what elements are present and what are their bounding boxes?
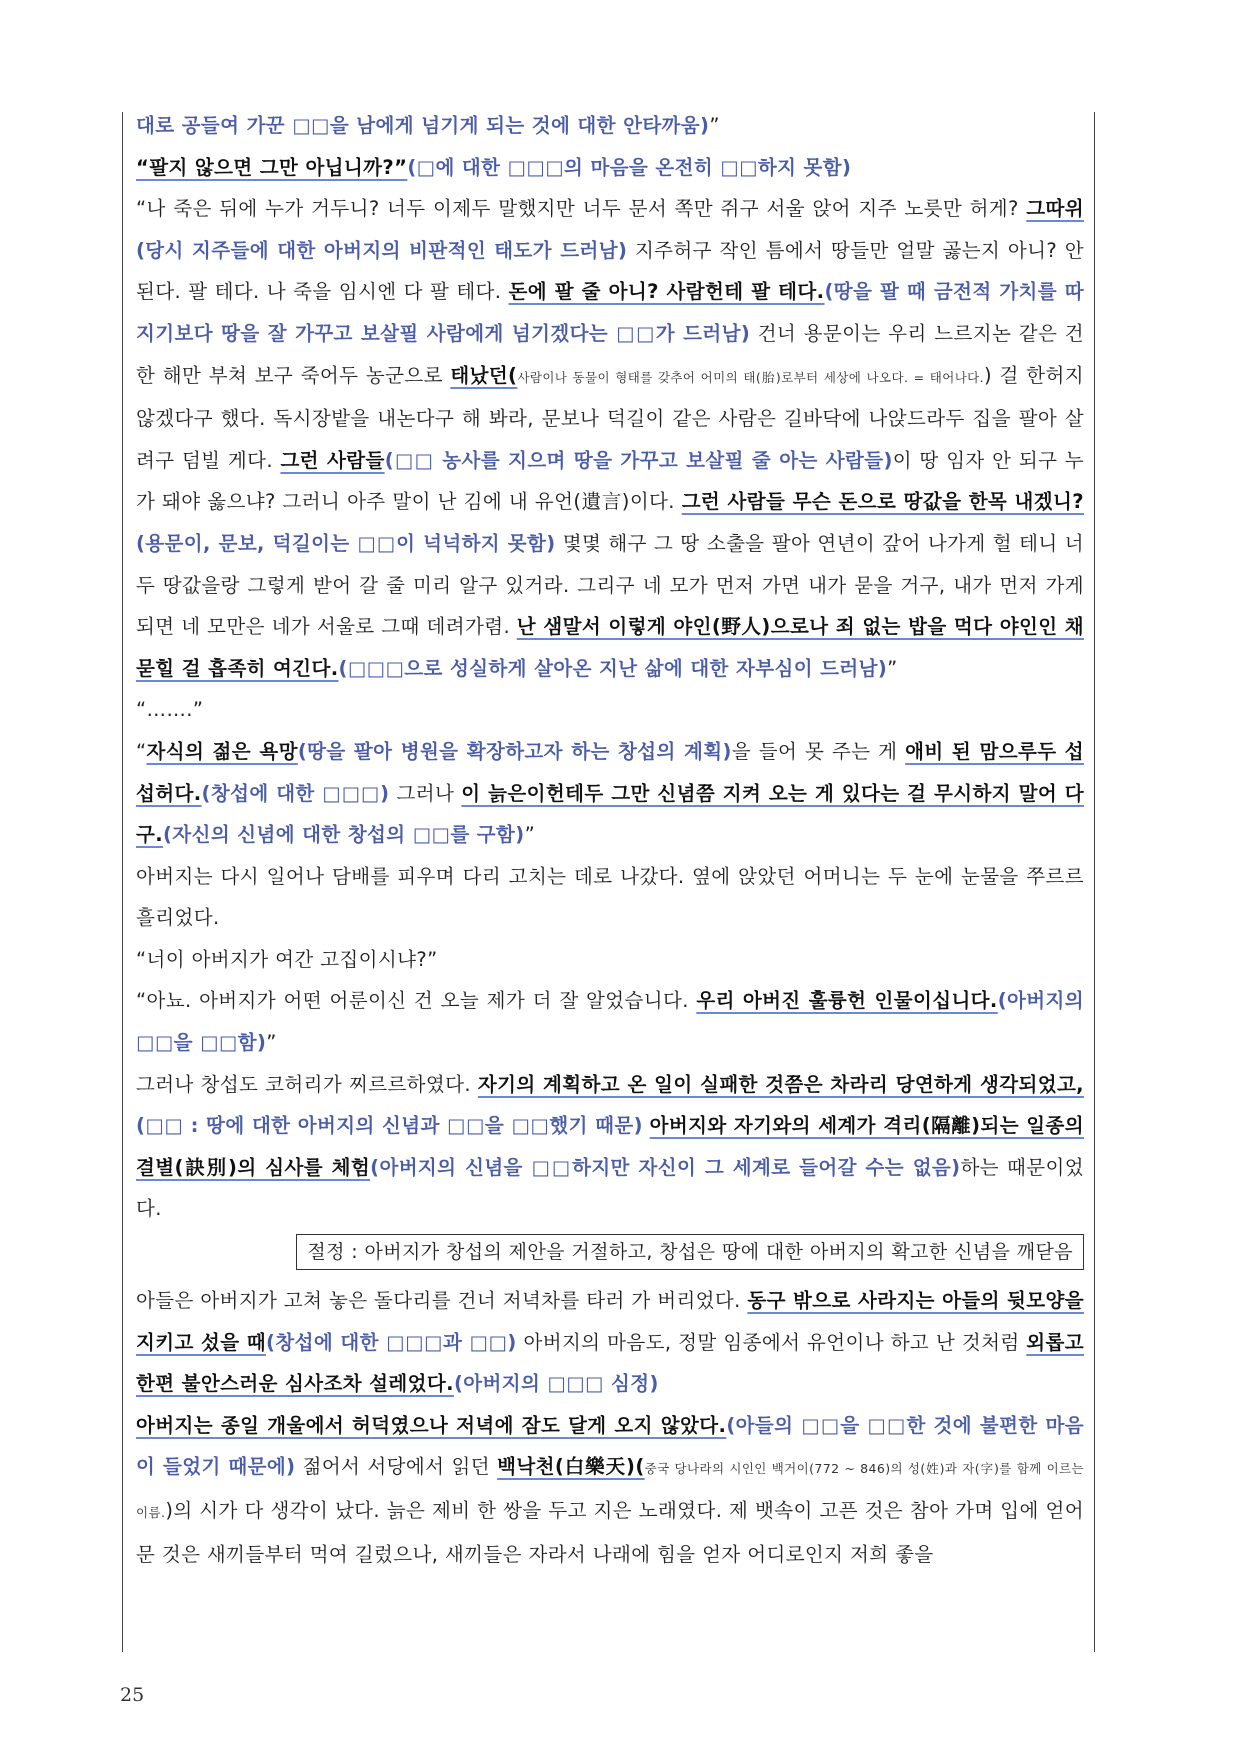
underlined-key-phrase: 이 늙은이헌테두 그만 신념쯤 지켜 오는 게 있다는 걸 무시하지 말어 다구. xyxy=(136,781,1084,847)
annotation-note: (아버지의 신념을 □□하지만 자신이 그 세계로 들어갈 수는 없음) xyxy=(370,1155,961,1179)
annotation-note: (자신의 신념에 대한 창섭의 □□를 구함) xyxy=(163,823,525,847)
text-paragraph xyxy=(136,939,1084,981)
annotation-note: (□□□으로 성실하게 살아온 지난 삶에 대한 자부심이 드러남) xyxy=(338,656,888,680)
story-text: 하는 때문이었다. xyxy=(136,1155,1084,1221)
underlined-key-phrase: 돈에 팔 줄 아니? 사람헌테 팔 테다. xyxy=(508,280,825,304)
annotation-note: (창섭에 대한 □□□) xyxy=(201,781,390,805)
summary-box-row xyxy=(136,1230,1084,1280)
underlined-key-phrase: 자식의 젊은 욕망 xyxy=(146,739,298,763)
annotation-note: (창섭에 대한 □□□과 □□) xyxy=(266,1330,517,1354)
story-text: 몇몇 해구 그 땅 소출을 팔아 연년이 갚어 나가게 헐 테니 너두 땅값을랑 그렇게 받어 갈 줄 미리 알구 있거라. 그리구 네 모가 먼저 가면 내가 묻을 거구, 내가 먼저 가게 되면 네 모만은 네가 서울로 그때 데려가렴. xyxy=(136,531,1085,639)
story-text: “ xyxy=(136,739,147,763)
story-text: ” xyxy=(524,823,536,847)
page-number: 25 xyxy=(120,1684,145,1706)
story-text: 을 들어 못 주는 게 xyxy=(731,739,906,763)
annotation-note: (□에 대한 □□□의 마음을 온전히 □□하지 못함) xyxy=(407,155,852,179)
story-text: ) 걸 한허지 않겠다구 했다. 독시장밭을 내논다구 해 봐라, 문보나 덕길이 같은 사람은 길바닥에 나앉드라두 집을 팔아 살려구 덤빌 게다. xyxy=(136,363,1084,472)
underlined-key-phrase: 아버지와 자기와의 세계가 격리(隔離)되는 일종의 결별(訣別)의 심사를 체험 xyxy=(136,1114,1084,1179)
annotation-note: (아들의 □□을 □□한 것에 불편한 마음이 들었기 때문에) xyxy=(136,1413,1084,1479)
annotation-note: (용문이, 문보, 덕길이는 □□이 넉넉하지 못함) xyxy=(136,531,556,555)
underlined-key-phrase: 그런 사람들 무슨 돈으로 땅값을 한목 내겠니? xyxy=(681,490,1084,514)
underlined-key-phrase: 동구 밖으로 사라지는 아들의 뒷모양을 지키고 섰을 때 xyxy=(136,1289,1084,1354)
annotation-note: 대로 공들여 가꾼 □□을 남에게 넘기게 되는 것에 대한 안타까움) xyxy=(136,114,710,137)
text-paragraph xyxy=(136,689,1084,731)
climax-summary-box: 절정 : 아버지가 창섭의 제안을 거절하고, 창섭은 땅에 대한 아버지의 확고한 신념을 깨닫음 xyxy=(296,1234,1084,1270)
underlined-key-phrase: 그따위 xyxy=(1026,197,1084,221)
underlined-key-phrase: 난 샘말서 이렇게 야인(野人)으로나 죄 없는 밥을 먹다 야인인 채 묻힐 걸 흡족히 여긴다. xyxy=(136,615,1084,680)
story-text: 이 땅 임자 안 되구 누가 돼야 옳으냐? 그러니 아주 말이 난 김에 내 유언(遺言)이다. xyxy=(136,448,1085,514)
annotation-note: (당시 지주들에 대한 아버지의 비판적인 태도가 드러남) xyxy=(136,238,628,262)
story-text: 건너 용문이는 우리 느르지논 같은 건 한 해만 부쳐 보구 죽어두 농군으로 xyxy=(136,321,1084,387)
story-text: 아버지는 다시 일어나 담배를 피우며 다리 고치는 데로 나갔다. 옆에 앉았던 어머니는 두 눈에 눈물을 쭈르르 흘리었다. xyxy=(136,864,1084,930)
annotation-note: (땅을 팔 때 금전적 가치를 따지기보다 땅을 잘 가꾸고 보살필 사람에게 넘기겠다는 □□가 드러남) xyxy=(136,280,1084,345)
underlined-key-phrase: 태났던( xyxy=(450,363,518,387)
underlined-key-phrase: 애비 된 맘으루두 섭섭허다. xyxy=(136,739,1084,805)
left-margin-rule xyxy=(122,112,123,1652)
underlined-key-phrase: 아버지는 종일 개울에서 허덕였으나 저녁에 잠도 달게 오지 않았다. xyxy=(136,1413,727,1437)
vocabulary-gloss: 중국 당나라의 시인인 백거이(772 ~ 846)의 성(姓)과 자(字)를 함께 이르는 이름. xyxy=(136,1461,1084,1520)
underlined-key-phrase: 백낙천(白樂天)( xyxy=(497,1455,645,1479)
story-text: 그러나 xyxy=(389,781,462,805)
annotation-note: (땅을 팔아 병원을 확장하고자 하는 창섭의 계획) xyxy=(297,739,732,763)
annotation-note: (□□ : 땅에 대한 아버지의 신념과 □□을 □□했기 때문) xyxy=(136,1114,643,1138)
underlined-key-phrase: 그런 사람들 xyxy=(280,448,385,472)
underlined-key-phrase: 외롭고 한편 불안스러운 심사조차 설레었다. xyxy=(136,1330,1084,1396)
vocabulary-gloss: 사람이나 동물이 형태를 갖추어 어미의 태(胎)로부터 세상에 나오다. = 태어나다. xyxy=(517,369,985,385)
story-text: “너이 아버지가 여간 고집이시냐?” xyxy=(136,947,438,971)
story-text: ” xyxy=(266,1031,277,1055)
story-text: 아버지의 마음도, 정말 임종에서 유언이나 하고 난 것처럼 xyxy=(516,1330,1027,1354)
story-text: “…….” xyxy=(136,698,204,722)
story-text: ” xyxy=(709,114,720,137)
story-text: ” xyxy=(887,656,898,680)
text-paragraph xyxy=(136,731,1084,856)
story-text: 그러나 창섭도 코허리가 찌르르하였다. xyxy=(136,1072,478,1096)
underlined-key-phrase: 자기의 계획하고 온 일이 실패한 것쯤은 차라리 당연하게 생각되었고, xyxy=(477,1072,1084,1096)
text-paragraph xyxy=(136,1405,1084,1575)
annotation-note: (□□ 농사를 지으며 땅을 가꾸고 보살필 줄 아는 사람들) xyxy=(384,448,893,472)
story-text: 지주허구 작인 틈에서 땅들만 얼말 곯는지 아니? 안 된다. 팔 테다. 나 죽을 임시엔 다 팔 테다. xyxy=(136,238,1084,304)
story-text: 아들은 아버지가 고쳐 놓은 돌다리를 건너 저녁차를 타러 가 버리었다. xyxy=(136,1289,748,1313)
text-paragraph xyxy=(136,1280,1084,1405)
story-text: “아뇨. 아버지가 어떤 어룬이신 건 오늘 제가 더 잘 알었습니다. xyxy=(136,989,697,1013)
story-text: )의 시가 다 생각이 났다. 늙은 제비 한 쌍을 두고 지은 노래였다. 제 뱃속이 고픈 것은 참아 가며 입에 얻어 문 것은 새끼들부터 먹여 길렀으나, 새끼들은 자라서 나래에 힘을 얻자 어디로인지 저희 좋을 xyxy=(136,1499,1084,1566)
annotated-text-body xyxy=(136,105,1084,1575)
right-margin-rule xyxy=(1094,112,1095,1652)
annotation-note: (아버지의 □□□ 심정) xyxy=(453,1372,659,1396)
story-text: “나 죽은 뒤에 누가 거두니? 너두 이제두 말했지만 너두 문서 쪽만 쥐구 서울 앉어 지주 노릇만 허게? xyxy=(136,197,1027,221)
text-paragraph xyxy=(136,980,1084,1063)
text-paragraph xyxy=(136,105,1084,147)
annotation-note: (아버지의 □□을 □□함) xyxy=(136,989,1084,1055)
underlined-key-phrase: 우리 아버진 훌륭헌 인물이십니다. xyxy=(696,989,998,1013)
text-paragraph xyxy=(136,188,1084,689)
text-paragraph xyxy=(136,856,1084,939)
story-text: 젊어서 서당에서 읽던 xyxy=(295,1455,498,1479)
underlined-key-phrase: “팔지 않으면 그만 아닙니까?” xyxy=(136,155,408,179)
text-paragraph xyxy=(136,1064,1084,1230)
story-text xyxy=(643,1114,650,1137)
text-paragraph xyxy=(136,147,1084,189)
